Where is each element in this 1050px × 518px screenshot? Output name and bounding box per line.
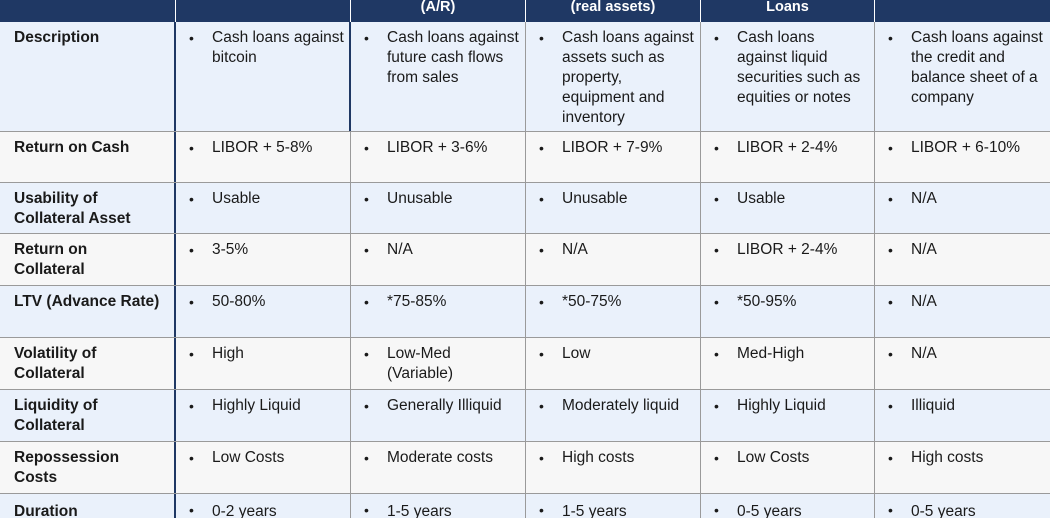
table-cell: • Low <box>526 338 701 389</box>
table-row <box>0 390 1050 442</box>
table-row <box>0 494 1050 518</box>
table-row <box>0 442 1050 494</box>
column-divider <box>349 22 351 131</box>
table-cell: • Moderate costs <box>351 442 526 493</box>
table-cell: • 1-5 years <box>526 494 701 518</box>
table-cell: • Highly Liquid <box>701 390 875 441</box>
table-cell: • 3-5% <box>176 234 351 285</box>
row-label: Return on Collateral <box>0 234 176 285</box>
header-cell: (A/R) <box>351 0 526 22</box>
table-cell: • Unusable <box>351 183 526 233</box>
table-cell: • Low Costs <box>701 442 875 493</box>
table-cell: • LIBOR + 3-6% <box>351 132 526 182</box>
header-cell <box>0 0 176 22</box>
row-label: Volatility of Collateral <box>0 338 176 389</box>
table-row <box>0 22 1050 132</box>
table-cell: • N/A <box>875 234 1050 285</box>
table-cell: • 0-2 years <box>176 494 351 518</box>
table-cell: • N/A <box>526 234 701 285</box>
table-cell: • 1-5 years <box>351 494 526 518</box>
table-cell: • LIBOR + 2-4% <box>701 234 875 285</box>
table-cell: • 0-5 years <box>875 494 1050 518</box>
table-cell: • Moderately liquid <box>526 390 701 441</box>
table-cell: • *75-85% <box>351 286 526 337</box>
row-label: Description <box>0 22 176 131</box>
table-cell: • Cash loans against future cash flows from sales <box>351 22 526 131</box>
table-cell: • Low-Med (Variable) <box>351 338 526 389</box>
row-label: LTV (Advance Rate) <box>0 286 176 337</box>
row-label: Repossession Costs <box>0 442 176 493</box>
table-row <box>0 286 1050 338</box>
table-cell: • Usable <box>701 183 875 233</box>
header-cell: (real assets) <box>526 0 701 22</box>
row-label: Return on Cash <box>0 132 176 182</box>
table-cell: • LIBOR + 7-9% <box>526 132 701 182</box>
row-label: Duration <box>0 494 176 518</box>
table-cell: • *50-95% <box>701 286 875 337</box>
table-cell: • LIBOR + 6-10% <box>875 132 1050 182</box>
table-cell: • N/A <box>875 338 1050 389</box>
row-label: Liquidity of Collateral <box>0 390 176 441</box>
row-label: Usability of Collateral Asset <box>0 183 176 233</box>
table-row <box>0 338 1050 390</box>
header-cell <box>176 0 351 22</box>
table-cell: • Unusable <box>526 183 701 233</box>
table-cell: • 50-80% <box>176 286 351 337</box>
table-cell: • Med-High <box>701 338 875 389</box>
table-row <box>0 183 1050 234</box>
table-header <box>0 0 1050 22</box>
table-cell: • Highly Liquid <box>176 390 351 441</box>
table-cell: • N/A <box>875 183 1050 233</box>
table-row <box>0 132 1050 183</box>
table-cell: • High <box>176 338 351 389</box>
table-cell: • N/A <box>875 286 1050 337</box>
table-cell: • N/A <box>351 234 526 285</box>
table-cell: • Cash loans against the credit and balance sheet of a company <box>875 22 1050 131</box>
table-row <box>0 234 1050 286</box>
table-cell: • LIBOR + 5-8% <box>176 132 351 182</box>
table-cell: • Generally Illiquid <box>351 390 526 441</box>
table-cell: • LIBOR + 2-4% <box>701 132 875 182</box>
table-cell: • 0-5 years <box>701 494 875 518</box>
table-cell: • High costs <box>875 442 1050 493</box>
header-cell: Loans <box>701 0 875 22</box>
table-cell: • *50-75% <box>526 286 701 337</box>
table-cell: • High costs <box>526 442 701 493</box>
header-cell <box>875 0 1050 22</box>
table-cell: • Cash loans against liquid securities such as equities or notes <box>701 22 875 131</box>
table-cell: • Illiquid <box>875 390 1050 441</box>
table-cell: • Cash loans against bitcoin <box>176 22 351 131</box>
table-cell: • Low Costs <box>176 442 351 493</box>
table-cell: • Usable <box>176 183 351 233</box>
table-cell: • Cash loans against assets such as property, equipment and inventory <box>526 22 701 131</box>
